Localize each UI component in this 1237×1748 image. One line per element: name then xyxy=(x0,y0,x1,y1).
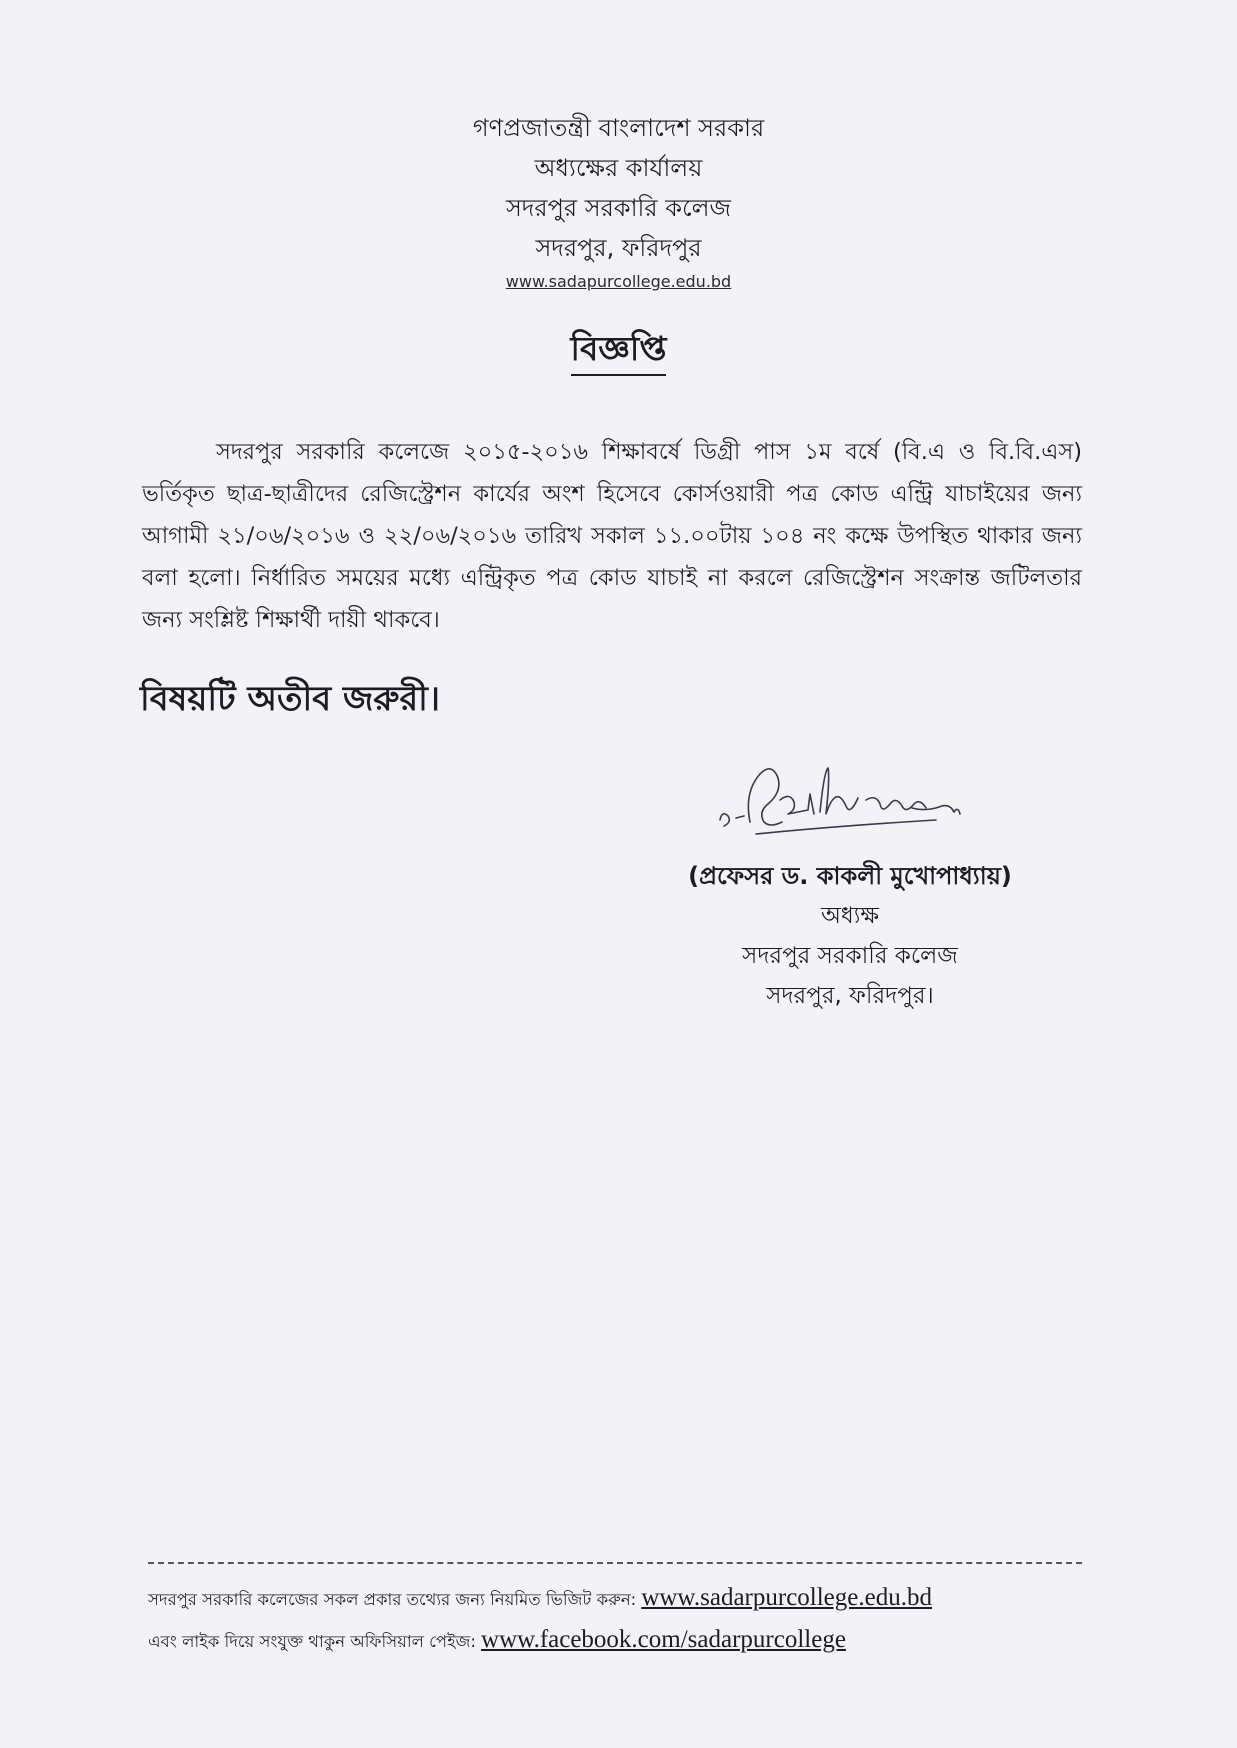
signatory-location: সদরপুর, ফরিদপুর। xyxy=(766,983,934,1009)
footer-divider xyxy=(148,1562,1082,1564)
letterhead xyxy=(0,108,1237,296)
notice-title xyxy=(0,326,1237,376)
footer-website-text: সদরপুর সরকারি কলেজের সকল প্রকার তথ্যের জন্য নিয়মিত ভিজিট করুন: xyxy=(148,1590,637,1609)
signatory-designation: অধ্যক্ষ xyxy=(820,903,880,929)
handwritten-signature xyxy=(716,760,986,850)
notice-body: সদরপুর সরকারি কলেজে ২০১৫-২০১৬ শিক্ষাবর্ষে ডিগ্রী পাস ১ম বর্ষে (বি.এ ও বি.বি.এস) ভর্তিকৃত ছাত্র-ছাত্রীদের রেজিস্ট্রেশন কার্যের অংশ হিসেবে কোর্সওয়ারী পত্র কোড এন্ট্রি যাচাইয়ের জন্য আগামী ২১/০৬/২০১৬ ও ২২/০৬/২০১৬ তারিখ সকাল ১১.০০টায় ১০৪ নং কক্ষে উপস্থিত থাকার জন্য বলা হলো। নির্ধারিত সময়ের মধ্যে এন্ট্রিকৃত পত্র কোড যাচাই না করলে রেজিস্ট্রেশন সংক্রান্ত জটিলতার জন্য সংশ্লিষ্ট শিক্ষার্থী দায়ী থাকবে। xyxy=(142,438,1082,633)
urgent-notice: বিষয়টি অতীব জরুরী। xyxy=(140,679,441,719)
footer xyxy=(148,1578,1088,1662)
footer-facebook-link[interactable]: www.facebook.com/sadarpurcollege xyxy=(481,1626,846,1653)
signatory-college: সদরপুর সরকারি কলেজ xyxy=(742,943,958,969)
government-name: গণপ্রজাতন্ত্রী বাংলাদেশ সরকার xyxy=(472,114,765,142)
footer-facebook-row xyxy=(148,1620,1088,1662)
college-name: সদরপুর সরকারি কলেজ xyxy=(505,194,732,222)
college-location: সদরপুর, ফরিদপুর xyxy=(535,234,702,262)
footer-website-link[interactable]: www.sadarpurcollege.edu.bd xyxy=(641,1584,932,1611)
college-website-link[interactable]: www.sadapurcollege.edu.bd xyxy=(505,272,732,291)
signatory-block xyxy=(660,856,1040,1016)
notice-title-text: বিজ্ঞপ্তি xyxy=(571,326,667,376)
footer-facebook-text: এবং লাইক দিয়ে সংযুক্ত থাকুন অফিসিয়াল পেইজ: xyxy=(148,1632,476,1651)
office-name: অধ্যক্ষের কার্যালয় xyxy=(534,154,703,182)
footer-website-row xyxy=(148,1578,1088,1620)
signatory-name: (প্রফেসর ড. কাকলী মুখোপাধ্যায়) xyxy=(688,862,1012,890)
